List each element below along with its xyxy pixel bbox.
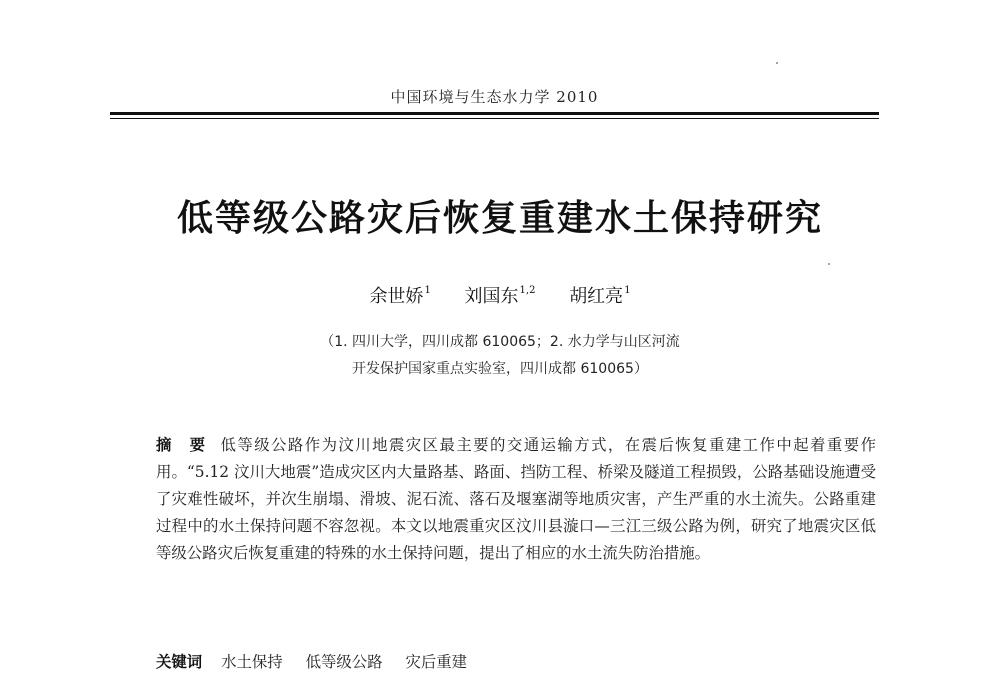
author-affiliation-mark: 1,2	[519, 285, 536, 296]
paper-title: 低等级公路灾后恢复重建水土保持研究	[176, 198, 823, 239]
affiliation-line-2: 开发保护国家重点实验室，四川成都 610065）	[352, 361, 648, 377]
abstract-label: 摘 要	[156, 436, 207, 454]
keyword: 低等级公路	[305, 653, 383, 671]
affiliation-line-1: （1. 四川大学，四川成都 610065；2. 水力学与山区河流	[320, 334, 680, 350]
author-list	[0, 282, 1000, 308]
author-affiliation-mark: 1	[624, 285, 631, 296]
keyword: 水土保持	[221, 653, 283, 671]
abstract-text: 低等级公路作为汶川地震灾区最主要的交通运输方式，在震后恢复重建工作中起着重要作用。“5.12 汶川大地震”造成灾区内大量路基、路面、挡防工程、桥梁及隧道工程损毁，公路基础设施遭受了灾难性破坏，并次生崩塌、滑坡、泥石流、落石及堰塞湖等地质灾害，产生严重的水土流失。公路重建过程中的水土保持问题不容忽视。本文以地震重灾区汶川县漩口—三江三级公路为例，研究了地震灾区低等级公路灾后恢复重建的特殊的水土保持问题，提出了相应的水土流失防治措施。	[156, 436, 876, 562]
author	[369, 286, 430, 307]
author-name: 余世娇	[369, 286, 424, 307]
author	[465, 286, 536, 307]
author-name: 胡红亮	[569, 286, 624, 307]
scan-speck	[828, 263, 830, 265]
header-rule-thick	[110, 112, 879, 115]
keyword: 灾后重建	[405, 653, 468, 671]
scan-speck	[776, 62, 778, 64]
keywords	[156, 650, 876, 672]
author	[569, 286, 630, 307]
abstract	[156, 432, 876, 567]
author-name: 刘国东	[464, 286, 519, 307]
keywords-label: 关键词	[156, 653, 203, 671]
header-rule-thin	[110, 118, 879, 119]
journal-header: 中国环境与生态水力学 2010	[390, 88, 599, 106]
author-affiliation-mark: 1	[424, 285, 431, 296]
